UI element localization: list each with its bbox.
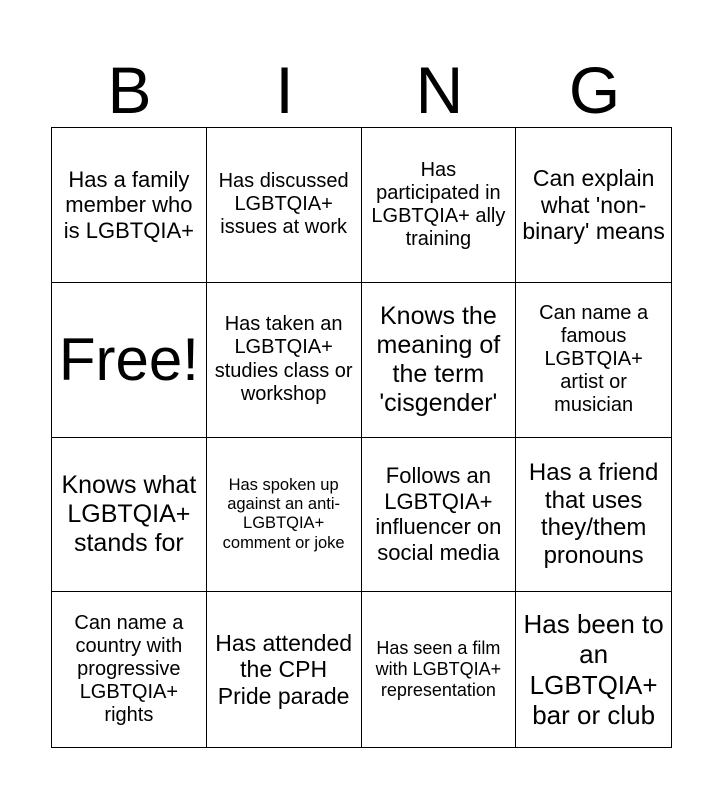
cell-label: Has attended the CPH Pride parade	[215, 629, 353, 709]
cell-label: Can name a famous LGBTQIA+ artist or musician	[539, 301, 649, 417]
free-space-cell[interactable]	[52, 283, 207, 438]
bingo-cell[interactable]	[516, 438, 671, 593]
bingo-cell[interactable]	[52, 128, 207, 283]
cell-label: Has taken an LGBTQIA+ studies class or workshop	[214, 313, 353, 405]
bingo-board	[51, 127, 672, 748]
bingo-cell[interactable]	[207, 592, 362, 747]
header-letter-i: I	[275, 53, 294, 127]
header-letter-b: B	[107, 53, 152, 127]
cell-label: Follows an LGBTQIA+ influencer on social media	[375, 463, 502, 565]
bingo-cell[interactable]	[516, 128, 671, 283]
cell-label: Has been to an LGBTQIA+ bar or club	[523, 609, 664, 730]
bingo-cell[interactable]	[207, 283, 362, 438]
bingo-cell[interactable]	[362, 128, 517, 283]
bingo-cell[interactable]	[362, 438, 517, 593]
bingo-cell[interactable]	[207, 438, 362, 593]
header-letter-n: N	[415, 53, 464, 127]
bingo-cell[interactable]	[52, 592, 207, 747]
bingo-cell[interactable]	[52, 438, 207, 593]
bingo-cell[interactable]	[516, 283, 671, 438]
cell-label: Knows what LGBTQIA+ stands for	[61, 470, 197, 557]
cell-label: Has seen a film with LGBTQIA+ representation	[375, 638, 502, 701]
cell-label: Has spoken up against an anti-LGBTQIA+ comment or joke	[222, 476, 345, 552]
header-letter-g: G	[568, 53, 621, 127]
bingo-cell[interactable]	[362, 592, 517, 747]
cell-label: Has a family member who is LGBTQIA+	[63, 166, 194, 243]
bingo-cell[interactable]	[516, 592, 671, 747]
cell-label: Has discussed LGBTQIA+ issues at work	[218, 170, 349, 239]
cell-label: Knows the meaning of the term 'cisgender'	[376, 301, 501, 417]
cell-label: Has a friend that uses they/them pronouns	[528, 458, 659, 570]
bingo-header	[52, 52, 672, 128]
cell-label: Can explain what 'non-binary' means	[522, 164, 665, 245]
cell-label: Can name a country with progressive LGBTQIA+ rights	[74, 611, 184, 727]
free-space-label: Free!	[58, 325, 199, 393]
bingo-cell[interactable]	[207, 128, 362, 283]
cell-label: Has participated in LGBTQIA+ ally training	[371, 158, 506, 251]
bingo-cell[interactable]	[362, 283, 517, 438]
